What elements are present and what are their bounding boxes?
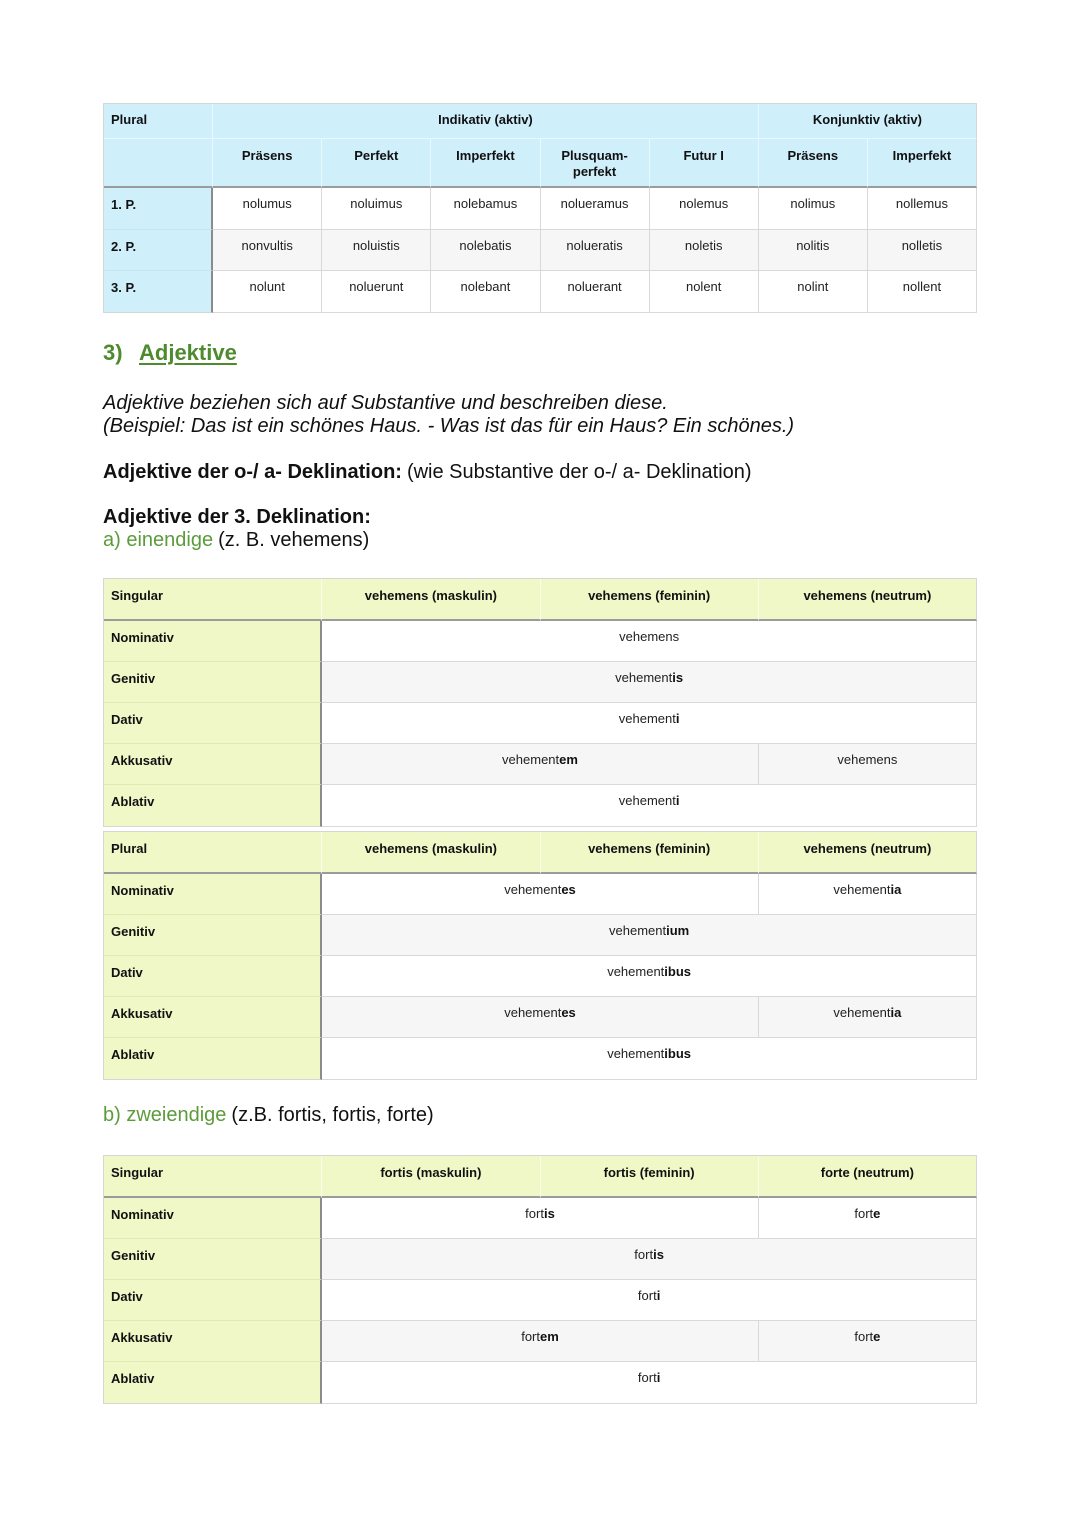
definition-text: Adjektive beziehen sich auf Substantive und beschreiben diese. xyxy=(103,392,668,414)
number-header: Singular xyxy=(104,1156,322,1198)
o-a-declension-line xyxy=(103,461,752,484)
form-stem: fort xyxy=(854,1329,874,1344)
einendige-example: (z. B. vehemens) xyxy=(218,529,370,551)
gender-header: vehemens (neutrum) xyxy=(759,579,977,621)
declined-form xyxy=(322,1198,759,1239)
einendige-line xyxy=(103,529,371,552)
case-label: Ablativ xyxy=(104,1362,322,1404)
form-stem: vehement xyxy=(618,711,676,726)
declined-form xyxy=(322,874,759,915)
form-ending: is xyxy=(543,1206,555,1221)
verb-form: nolunt xyxy=(213,271,322,313)
verb-form: nolimus xyxy=(759,188,868,230)
form-ending: i xyxy=(675,793,680,808)
form-stem: vehement xyxy=(833,1005,891,1020)
tense-header: Plusquam- perfekt xyxy=(541,139,650,188)
declined-form xyxy=(759,874,977,915)
form-stem: vehement xyxy=(833,882,891,897)
mood-header-konjunktiv: Konjunktiv (aktiv) xyxy=(759,104,977,139)
tense-header: Futur I xyxy=(650,139,759,188)
form-ending: is xyxy=(672,670,684,685)
form-ending: ia xyxy=(890,882,902,897)
form-stem: fort xyxy=(525,1206,544,1221)
case-label: Akkusativ xyxy=(104,744,322,785)
declined-form xyxy=(322,956,977,997)
verb-form: nolent xyxy=(650,271,759,313)
einendige-label: a) einendige xyxy=(103,529,214,551)
form-stem: vehement xyxy=(504,1005,562,1020)
verb-form: nolueratis xyxy=(541,230,650,271)
declension-table-fortis-singular xyxy=(103,1155,977,1404)
verb-form: nolint xyxy=(759,271,868,313)
declined-form xyxy=(322,1239,977,1280)
section-title: Adjektive xyxy=(139,340,237,365)
gender-header: vehemens (feminin) xyxy=(541,832,759,874)
case-label: Dativ xyxy=(104,956,322,997)
form-ending: ia xyxy=(890,1005,902,1020)
case-label: Akkusativ xyxy=(104,1321,322,1362)
case-label: Nominativ xyxy=(104,874,322,915)
zweiendige-example: (z.B. fortis, fortis, forte) xyxy=(231,1104,434,1126)
form-ending: ibus xyxy=(664,964,692,979)
form-stem: fort xyxy=(637,1370,657,1385)
form-ending: ibus xyxy=(664,1046,692,1061)
case-label: Akkusativ xyxy=(104,997,322,1038)
verb-form: nolebant xyxy=(431,271,540,313)
tense-header: Imperfekt xyxy=(431,139,540,188)
gender-header: vehemens (neutrum) xyxy=(759,832,977,874)
declined-form xyxy=(322,785,977,827)
declension-table-vehemens-plural xyxy=(103,831,977,1080)
verb-form: nollemus xyxy=(868,188,977,230)
form-ending: i xyxy=(656,1370,661,1385)
verb-conjugation-table xyxy=(103,103,977,313)
form-ending: is xyxy=(653,1247,664,1262)
verb-form: noluistis xyxy=(322,230,431,271)
verb-form: noletis xyxy=(650,230,759,271)
form-stem: vehement xyxy=(618,793,676,808)
case-label: Ablativ xyxy=(104,1038,322,1080)
form-stem: fort xyxy=(854,1206,874,1221)
section-heading xyxy=(103,340,237,366)
declined-form xyxy=(322,1362,977,1404)
example-text: (Beispiel: Das ist ein schönes Haus. - Was ist das für ein Haus? Ein schönes.) xyxy=(103,415,795,437)
tense-header: Präsens xyxy=(759,139,868,188)
person-label: 1. P. xyxy=(104,188,213,230)
verb-form: nonvultis xyxy=(213,230,322,271)
gender-header: fortis (maskulin) xyxy=(322,1156,540,1198)
zweiendige-label: b) zweiendige xyxy=(103,1104,227,1126)
declined-form xyxy=(322,621,977,662)
form-ending: i xyxy=(675,711,680,726)
declined-form xyxy=(759,744,977,785)
form-ending: es xyxy=(561,1005,576,1020)
form-ending: em xyxy=(559,752,578,767)
third-declension-heading: Adjektive der 3. Deklination: xyxy=(103,506,371,528)
case-label: Ablativ xyxy=(104,785,322,827)
section-number: 3) xyxy=(103,340,123,365)
declined-form xyxy=(322,1321,759,1362)
header-blank-cell xyxy=(104,139,213,188)
declined-form xyxy=(759,997,977,1038)
form-ending: em xyxy=(540,1329,559,1344)
number-header: Plural xyxy=(104,104,213,139)
mood-header-indikativ: Indikativ (aktiv) xyxy=(213,104,759,139)
case-label: Dativ xyxy=(104,1280,322,1321)
gender-header: vehemens (maskulin) xyxy=(322,832,540,874)
declined-form xyxy=(322,1280,977,1321)
third-declension-block xyxy=(103,506,371,552)
case-label: Genitiv xyxy=(104,1239,322,1280)
declined-form xyxy=(759,1198,977,1239)
verb-form: nolebamus xyxy=(431,188,540,230)
form-ending: e xyxy=(873,1329,881,1344)
declined-form xyxy=(759,1321,977,1362)
form-stem: vehemens xyxy=(837,752,898,767)
form-stem: vehement xyxy=(609,923,667,938)
form-stem: vehement xyxy=(607,964,665,979)
verb-form: noluerant xyxy=(541,271,650,313)
person-label: 2. P. xyxy=(104,230,213,271)
form-stem: fort xyxy=(634,1247,654,1262)
form-stem: vehement xyxy=(615,670,673,685)
person-label: 3. P. xyxy=(104,271,213,313)
tense-header: Perfekt xyxy=(322,139,431,188)
gender-header: vehemens (feminin) xyxy=(541,579,759,621)
form-stem: fort xyxy=(637,1288,657,1303)
case-label: Genitiv xyxy=(104,662,322,703)
intro-block xyxy=(103,392,794,438)
verb-form: nolebatis xyxy=(431,230,540,271)
case-label: Nominativ xyxy=(104,621,322,662)
form-ending: e xyxy=(873,1206,881,1221)
number-header: Singular xyxy=(104,579,322,621)
case-label: Nominativ xyxy=(104,1198,322,1239)
verb-form: nolemus xyxy=(650,188,759,230)
form-stem: vehement xyxy=(502,752,560,767)
gender-header: fortis (feminin) xyxy=(541,1156,759,1198)
form-ending: ium xyxy=(666,923,690,938)
form-stem: vehemens xyxy=(619,629,680,644)
o-a-declension-heading: Adjektive der o-/ a- Deklination: xyxy=(103,461,402,483)
declined-form xyxy=(322,662,977,703)
declined-form xyxy=(322,915,977,956)
case-label: Dativ xyxy=(104,703,322,744)
number-header: Plural xyxy=(104,832,322,874)
verb-form: noluerunt xyxy=(322,271,431,313)
verb-form: nollent xyxy=(868,271,977,313)
verb-form: nolueramus xyxy=(541,188,650,230)
form-ending: es xyxy=(561,882,576,897)
tense-header: Präsens xyxy=(213,139,322,188)
declined-form xyxy=(322,997,759,1038)
form-stem: fort xyxy=(521,1329,540,1344)
zweiendige-line xyxy=(103,1104,434,1127)
gender-header: forte (neutrum) xyxy=(759,1156,977,1198)
verb-form: noluimus xyxy=(322,188,431,230)
tense-header: Imperfekt xyxy=(868,139,977,188)
form-stem: vehement xyxy=(504,882,562,897)
verb-form: nolumus xyxy=(213,188,322,230)
form-stem: vehement xyxy=(607,1046,665,1061)
verb-form: nolletis xyxy=(868,230,977,271)
verb-form: nolitis xyxy=(759,230,868,271)
form-ending: i xyxy=(656,1288,661,1303)
declension-table-vehemens-singular xyxy=(103,578,977,827)
case-label: Genitiv xyxy=(104,915,322,956)
o-a-declension-note: (wie Substantive der o-/ a- Deklination) xyxy=(406,461,752,483)
declined-form xyxy=(322,744,759,785)
gender-header: vehemens (maskulin) xyxy=(322,579,540,621)
declined-form xyxy=(322,1038,977,1080)
declined-form xyxy=(322,703,977,744)
